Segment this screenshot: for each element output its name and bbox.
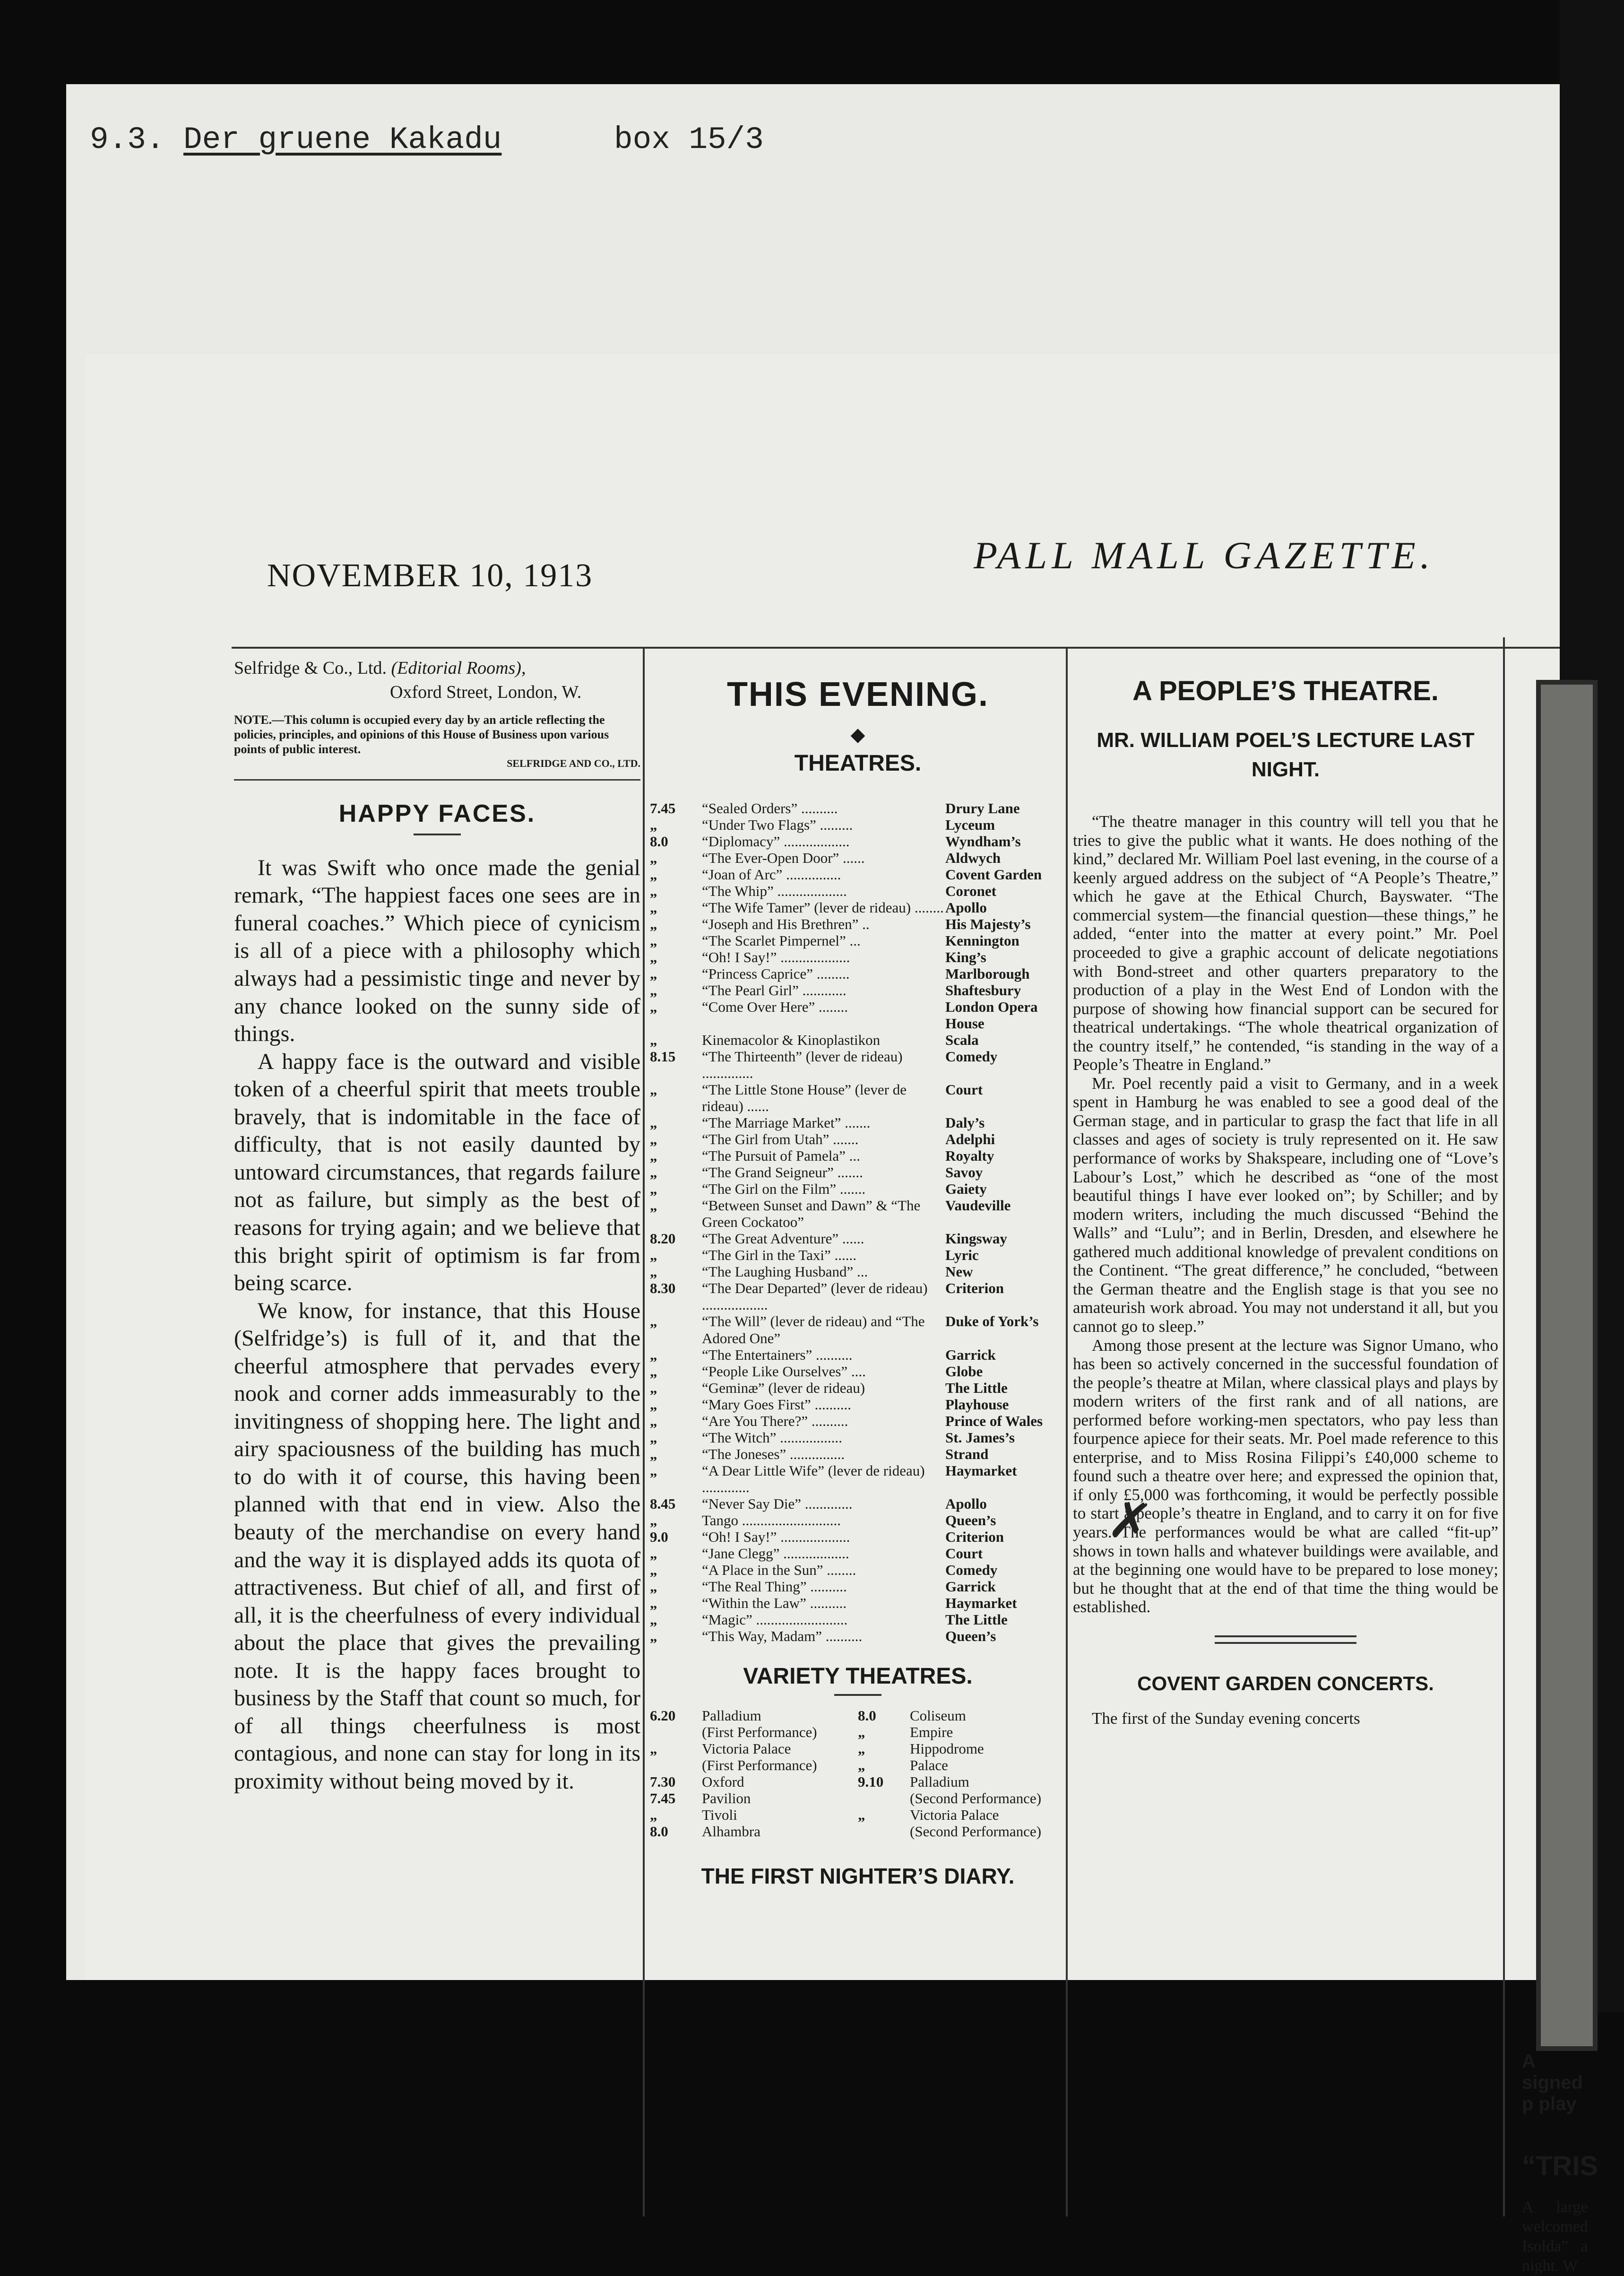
tristan-text: A large welcomed Isolda” a night. W — [1522, 2198, 1588, 2275]
venue: Haymarket — [945, 1462, 1017, 1479]
theatre-row — [650, 982, 1066, 999]
double-rule — [1215, 1635, 1356, 1644]
play-title: “The Scarlet Pimpernel” ... — [702, 932, 861, 949]
show-time: „ — [650, 1561, 657, 1578]
theatres-title: THEATRES. — [794, 751, 922, 776]
theatre-row — [650, 1380, 1066, 1396]
variety-row — [858, 1790, 1066, 1807]
venue: Hippodrome — [910, 1740, 984, 1757]
show-time: „ — [650, 850, 657, 867]
theatre-row — [650, 1595, 1066, 1611]
play-title: Tango ........................... — [702, 1512, 841, 1529]
show-time: „ — [650, 1545, 657, 1562]
theatre-row — [650, 1048, 1066, 1081]
venue: (Second Performance) — [910, 1790, 1042, 1807]
variety-listing — [650, 1707, 1066, 1840]
play-title: “Never Say Die” ............. — [702, 1495, 853, 1512]
venue: Drury Lane — [945, 800, 1020, 817]
theatre-row — [650, 1313, 1066, 1346]
short-rule — [834, 1694, 881, 1696]
venue: Gaiety — [945, 1181, 987, 1198]
venue: Wyndham’s — [945, 833, 1021, 850]
venue: Coliseum — [910, 1707, 966, 1724]
this-evening-title: THIS EVENING. — [726, 676, 989, 713]
column-rule — [1066, 647, 1068, 2216]
theatre-row — [650, 1429, 1066, 1446]
pen-mark: ✗ — [1104, 1488, 1156, 1554]
show-time: „ — [650, 932, 657, 949]
show-time: 8.0 — [858, 1707, 876, 1724]
short-rule — [414, 834, 461, 835]
variety-row — [858, 1823, 1066, 1840]
theatre-row — [650, 916, 1066, 932]
show-time: 9.0 — [650, 1528, 668, 1545]
venue: Queen’s — [945, 1512, 996, 1529]
play-title: “Jane Clegg” .................. — [702, 1545, 849, 1562]
play-title: “The Laughing Husband” ... — [702, 1263, 868, 1280]
show-time: 7.45 — [650, 800, 676, 817]
venue: Coronet — [945, 883, 996, 900]
theatre-row — [650, 1346, 1066, 1363]
theatre-row — [650, 1230, 1066, 1247]
show-time: „ — [650, 1363, 657, 1380]
issue-date: NOVEMBER 10, 1913 — [267, 557, 593, 594]
show-time: „ — [650, 1429, 657, 1446]
play-title: “A Place in the Sun” ........ — [702, 1561, 856, 1578]
show-time: 8.30 — [650, 1280, 676, 1297]
venue: Oxford — [702, 1773, 744, 1790]
show-time: „ — [650, 899, 657, 916]
show-time: „ — [650, 1147, 657, 1164]
play-title: “The Thirteenth” (lever de rideau) .............. — [702, 1048, 903, 1082]
photo-caption: A signed p play — [1522, 2051, 1583, 2114]
show-time: „ — [650, 1627, 657, 1644]
variety-row — [650, 1823, 858, 1840]
theatre-row — [650, 1495, 1066, 1512]
theatre-row — [650, 800, 1066, 817]
variety-row — [858, 1724, 1066, 1740]
theatre-row — [650, 1628, 1066, 1644]
venue: Criterion — [945, 1280, 1004, 1297]
covent-garden-title: COVENT GARDEN CONCERTS. — [1137, 1672, 1434, 1694]
play-title: “The Dear Departed” (lever de rideau) .................. — [702, 1280, 928, 1313]
venue: Playhouse — [945, 1396, 1009, 1413]
variety-row — [650, 1757, 858, 1773]
variety-row — [650, 1724, 858, 1740]
venue: Apollo — [945, 1495, 987, 1512]
venue: Court — [945, 1081, 983, 1098]
play-title: “This Way, Madam” .......... — [702, 1627, 863, 1644]
venue: Comedy — [945, 1048, 998, 1065]
variety-row — [858, 1757, 1066, 1773]
variety-row — [650, 1807, 858, 1823]
ornament-rule: ◆ — [850, 724, 865, 745]
variety-row — [858, 1707, 1066, 1724]
show-time: „ — [858, 1740, 865, 1757]
theatre-row — [650, 1081, 1066, 1114]
venue: Royalty — [945, 1147, 994, 1164]
variety-row — [650, 1740, 858, 1757]
show-time: „ — [650, 1181, 657, 1198]
variety-title: VARIETY THEATRES. — [743, 1663, 973, 1689]
theatre-row — [650, 1529, 1066, 1545]
first-nighter-title: THE FIRST NIGHTER’S DIARY. — [701, 1863, 1015, 1888]
play-title: “Mary Goes First” .......... — [702, 1396, 851, 1413]
theatre-row — [650, 1512, 1066, 1529]
theatre-row — [650, 1396, 1066, 1413]
theatre-row — [650, 1197, 1066, 1230]
theatre-row — [650, 1562, 1066, 1578]
venue: Strand — [945, 1445, 989, 1462]
selfridge-column — [234, 656, 640, 1795]
venue: King’s — [945, 949, 986, 966]
show-time: „ — [650, 1578, 657, 1595]
play-title: “Within the Law” .......... — [702, 1594, 847, 1611]
venue: New — [945, 1263, 973, 1280]
theatre-row — [650, 1114, 1066, 1131]
venue: Prince of Wales — [945, 1412, 1043, 1429]
poel-lecture-subtitle: MR. WILLIAM POEL’S LECTURE LAST NIGHT. — [1097, 729, 1475, 781]
venue: Haymarket — [945, 1594, 1017, 1611]
play-title: “Joan of Arc” ............... — [702, 866, 841, 883]
play-title: “Diplomacy” .................. — [702, 833, 850, 850]
show-time: „ — [650, 1740, 657, 1757]
venue: Court — [945, 1545, 983, 1562]
venue: Alhambra — [702, 1823, 760, 1840]
play-title: “The Pursuit of Pamela” ... — [702, 1147, 860, 1164]
show-time: „ — [650, 1164, 657, 1181]
selfridge-notice: Selfridge & Co., Ltd. (Editorial Rooms), Oxford Street, London, W. NOTE.—This column is occupied every day by an article reflecting the policies, principles, and opinions of this House of Business upon various points of public interest. SELFRIDGE AND CO., LTD. — [234, 656, 640, 781]
venue: Marlborough — [945, 965, 1030, 982]
theatre-row — [650, 1032, 1066, 1048]
venue: Criterion — [945, 1528, 1004, 1545]
theatre-row — [650, 1462, 1066, 1495]
venue: Tivoli — [702, 1806, 737, 1823]
venue: (First Performance) — [702, 1756, 817, 1773]
show-time: „ — [650, 982, 657, 999]
venue: Shaftesbury — [945, 982, 1021, 999]
show-time — [858, 1790, 910, 1807]
theatre-row — [650, 1363, 1066, 1380]
play-title: “The Real Thing” .......... — [702, 1578, 847, 1595]
show-time: 7.45 — [650, 1790, 676, 1807]
show-time: „ — [650, 916, 657, 933]
play-title: “The Girl on the Film” ....... — [702, 1181, 866, 1198]
theatre-row — [650, 833, 1066, 850]
show-time: „ — [650, 999, 657, 1016]
play-title: “Oh! I Say!” ................... — [702, 1528, 850, 1545]
show-time: „ — [650, 817, 657, 834]
show-time: „ — [650, 1313, 657, 1330]
venue: Garrick — [945, 1346, 996, 1363]
cut-off-column — [1517, 637, 1598, 2275]
play-title: “The Will” (lever de rideau) and “The Adored One” — [702, 1313, 925, 1346]
show-time: „ — [650, 1247, 657, 1264]
venue: Aldwych — [945, 850, 1001, 867]
theatre-row — [650, 1611, 1066, 1628]
theatre-row — [650, 999, 1066, 1032]
play-title: “The Joneses” ............... — [702, 1445, 845, 1462]
theatre-row — [650, 817, 1066, 833]
venue: Palladium — [910, 1773, 969, 1790]
newspaper-title: PALL MALL GAZETTE. — [974, 534, 1435, 577]
play-title: “Sealed Orders” .......... — [702, 800, 838, 817]
venue: The Little — [945, 1379, 1008, 1396]
venue: London Opera House — [945, 999, 1038, 1032]
play-title: “A Dear Little Wife” (lever de rideau) ............. — [702, 1462, 925, 1495]
show-time: „ — [650, 1396, 657, 1413]
show-time: 8.20 — [650, 1230, 676, 1247]
play-title: “The Great Adventure” ...... — [702, 1230, 864, 1247]
venue: Savoy — [945, 1164, 983, 1181]
archive-reference: 9.3. Der gruene Kakadu box 15/3 — [90, 122, 764, 157]
play-title: “The Little Stone House” (lever de rideau) ...... — [702, 1081, 907, 1115]
venue: Covent Garden — [945, 866, 1042, 883]
show-time: „ — [650, 1512, 657, 1529]
venue: Empire — [910, 1723, 953, 1740]
show-time: „ — [650, 1412, 657, 1429]
show-time: „ — [650, 1081, 657, 1098]
theatre-listing — [650, 800, 1066, 1644]
play-title: “The Whip” ................... — [702, 883, 847, 900]
theatre-row — [650, 965, 1066, 982]
theatre-row — [650, 1578, 1066, 1595]
theatre-row — [650, 850, 1066, 866]
show-time: „ — [650, 1379, 657, 1396]
show-time: „ — [650, 949, 657, 966]
venue: Vaudeville — [945, 1197, 1011, 1214]
top-rule — [232, 647, 1560, 649]
venue: Daly’s — [945, 1114, 985, 1131]
variety-row — [650, 1707, 858, 1724]
play-title: “Are You There?” .......... — [702, 1412, 848, 1429]
show-time: 8.0 — [650, 833, 668, 850]
theatre-row — [650, 1545, 1066, 1562]
play-title: “Between Sunset and Dawn” & “The Green Cockatoo” — [702, 1197, 921, 1231]
play-title: “The Marriage Market” ....... — [702, 1114, 871, 1131]
play-title: “Under Two Flags” ......... — [702, 817, 853, 834]
venue: His Majesty’s — [945, 916, 1031, 933]
play-title: “The Wife Tamer” (lever de rideau) ........ — [702, 899, 944, 916]
venue: Comedy — [945, 1561, 998, 1578]
play-title: “Oh! I Say!” ................... — [702, 949, 850, 966]
theatre-row — [650, 1263, 1066, 1280]
archive-card — [66, 84, 1598, 2275]
venue: (First Performance) — [702, 1723, 817, 1740]
this-evening-column — [650, 656, 1066, 1889]
show-time: 7.30 — [650, 1773, 676, 1790]
show-time: „ — [650, 1114, 657, 1131]
variety-row — [650, 1790, 858, 1807]
venue: Globe — [945, 1363, 983, 1380]
venue: (Second Performance) — [910, 1823, 1042, 1840]
venue: Palladium — [702, 1707, 761, 1724]
happy-faces-article: It was Swift who once made the genial remark, “The happiest faces one sees are in funeral coaches.” Which piece of cynicism is all of a piece with a philosophy which always had a pessimistic tinge and never by any chance looked on the sunny side of things. A happy face is the outward and visible token of a cheerful spirit that meets trouble bravely, that is indomitable in the face of difficulty, that is not easily daunted by untoward circumstances, that regards failure not as failure, but simply as the best of reasons for trying again; and we believe that this bright spirit of optimism is far from being scarce. We know, for instance, that this House (Selfridge’s) is full of it, and that the cheerful atmosphere that pervades every nook and corner adds immeasurably to the invitingness of shopping here. The light and airy spaciousness of the building has much to do with it of course, this having been planned with that end in view. Also the beauty of the merchandise on every hand and the way it is displayed adds its quota of attractiveness. But chief of all, and first of all, it is the cheerfulness of every individual about the place that gives the prevailing note. It is the happy faces brought to business by the Staff that count so much, for of all things cheerfulness is most contagious, and none can stay for long in its proximity without being moved by it. — [234, 855, 640, 1794]
play-title: “People Like Ourselves” .... — [702, 1363, 866, 1380]
venue: Victoria Palace — [702, 1740, 791, 1757]
show-time — [858, 1823, 910, 1840]
show-time: „ — [650, 1462, 657, 1479]
play-title: “Come Over Here” ........ — [702, 999, 848, 1016]
theatre-row — [650, 949, 1066, 965]
show-time: „ — [858, 1806, 865, 1823]
variety-row — [858, 1740, 1066, 1757]
show-time: „ — [650, 1032, 657, 1049]
peoples-theatre-column — [1073, 656, 1498, 1728]
show-time — [650, 1757, 702, 1773]
show-time: „ — [858, 1756, 865, 1773]
show-time: „ — [650, 1611, 657, 1628]
show-time: „ — [858, 1723, 865, 1740]
variety-row — [858, 1807, 1066, 1823]
play-title: “The Witch” ................. — [702, 1429, 842, 1446]
theatre-row — [650, 1413, 1066, 1429]
show-time: „ — [650, 1594, 657, 1611]
venue: Adelphi — [945, 1131, 995, 1148]
photograph — [1536, 680, 1598, 2051]
venue: St. James’s — [945, 1429, 1015, 1446]
theatre-row — [650, 883, 1066, 899]
show-time: 6.20 — [650, 1707, 676, 1724]
play-title: “The Entertainers” .......... — [702, 1346, 853, 1363]
play-title: “Joseph and His Brethren” .. — [702, 916, 870, 933]
newspaper-clipping — [85, 354, 1598, 2275]
venue: Kingsway — [945, 1230, 1007, 1247]
show-time: „ — [650, 1131, 657, 1148]
show-time: „ — [650, 1806, 657, 1823]
show-time — [650, 1724, 702, 1740]
show-time: „ — [650, 866, 657, 883]
play-title: “The Ever-Open Door” ...... — [702, 850, 865, 867]
play-title: “The Pearl Girl” ............ — [702, 982, 847, 999]
column-rule — [643, 647, 645, 2216]
play-title: “The Girl in the Taxi” ...... — [702, 1247, 856, 1264]
venue: Palace — [910, 1756, 948, 1773]
show-time: „ — [650, 1445, 657, 1462]
theatre-row — [650, 1164, 1066, 1181]
show-time: „ — [650, 1263, 657, 1280]
play-title: “The Grand Seigneur” ....... — [702, 1164, 863, 1181]
venue: Pavilion — [702, 1790, 751, 1807]
tristan-heading: “TRIS — [1522, 2151, 1598, 2181]
theatre-row — [650, 1147, 1066, 1164]
theatre-row — [650, 1131, 1066, 1147]
show-time: „ — [650, 1197, 657, 1214]
venue: Garrick — [945, 1578, 996, 1595]
venue: The Little — [945, 1611, 1008, 1628]
show-time: „ — [650, 883, 657, 900]
covent-garden-text: The first of the Sunday evening concerts — [1092, 1709, 1360, 1728]
theatre-row — [650, 1247, 1066, 1263]
happy-faces-title: HAPPY FACES. — [338, 799, 536, 827]
show-time: „ — [650, 1346, 657, 1363]
venue: Kennington — [945, 932, 1019, 949]
show-time: 8.15 — [650, 1048, 676, 1065]
venue: Victoria Palace — [910, 1806, 999, 1823]
play-title: “Geminæ” (lever de rideau) — [702, 1379, 865, 1396]
play-title: “The Girl from Utah” ....... — [702, 1131, 859, 1148]
show-time: 9.10 — [858, 1773, 884, 1790]
play-title: Kinemacolor & Kinoplastikon — [702, 1032, 881, 1049]
play-title: “Magic” ......................... — [702, 1611, 848, 1628]
peoples-theatre-article: “The theatre manager in this country will tell you that he tries to give the public what it wants. He does nothing of the kind,” declared Mr. William Poel last evening, in the course of a keenly argued address on the subject of “A People’s Theatre,” which he gave at the Ethical Church, Bayswater. “The commercial system—the financial question—these things,” he added, “enter into the matter at every point.” Mr. Poel proceeded to give a graphic account of delicate negotiations with Bond-street and other quarters preparatory to the production of a play in the West End of London with the purpose of showing how financial support can be secured for theatrical undertakings. “The whole theatrical organization of the country itself,” he contended, “is standing in the way of a People’s Theatre in England.” Mr. Poel recently paid a visit to Germany, and in a week spent in Hamburg he was enabled to see a good deal of the German stage, and in particular to grasp the fact that life in all classes and ages of society is truly represented on it. He saw performance of works by Shakspeare, including one of “Love’s Labour’s Lost,” which he described as “one of the most beautiful things I have ever looked on”; by Schiller; and by modern writers, including the much discussed “Behind the Walls” and “Lulu”; and in Berlin, Dresden, and elsewhere he gathered much additional knowledge of prevalent conditions on the Continent. “The great difference,” he concluded, “between the German theatre and the English stage is that you see no amateurish work abroad. You may not understand it all, but you cannot go to sleep.” Among those present at the lecture was Signor Umano, who has been so actively concerned in the successful foundation of the people’s theatre at Milan, where classical plays and plays by modern writers of the first rank and of all nations, are performed before working-men spectators, who pay less than fourpence apiece for their seats. Mr. Poel made reference to this enterprise, and to Miss Rosina Filippi’s £40,000 scheme to found such a theatre over here; and expressed the opinion that, if only £5,000 was forthcoming, it would be perfectly possible to start a people’s theatre in England, and to carry it on for five years. The performances would be what are called “fit-up” shows in town halls and whatever buildings were available, and at the beginning one would have to be prepared to lose money; but he thought that at the end of that time the thing would be established. — [1073, 812, 1498, 1616]
play-title: “Princess Caprice” ......... — [702, 965, 850, 982]
variety-row — [858, 1773, 1066, 1790]
theatre-row — [650, 899, 1066, 916]
venue: Lyceum — [945, 817, 995, 834]
theatre-row — [650, 1446, 1066, 1462]
show-time: 8.45 — [650, 1495, 676, 1512]
theatre-row — [650, 932, 1066, 949]
theatre-row — [650, 1280, 1066, 1313]
show-time: 8.0 — [650, 1823, 668, 1840]
venue: Duke of York’s — [945, 1313, 1039, 1330]
venue: Apollo — [945, 899, 987, 916]
theatre-row — [650, 866, 1066, 883]
variety-row — [650, 1773, 858, 1790]
venue: Scala — [945, 1032, 979, 1049]
show-time: „ — [650, 965, 657, 982]
peoples-theatre-title: A PEOPLE’S THEATRE. — [1132, 676, 1439, 706]
theatre-row — [650, 1181, 1066, 1197]
venue: Lyric — [945, 1247, 979, 1264]
column-rule — [1503, 637, 1505, 2216]
venue: Queen’s — [945, 1627, 996, 1644]
